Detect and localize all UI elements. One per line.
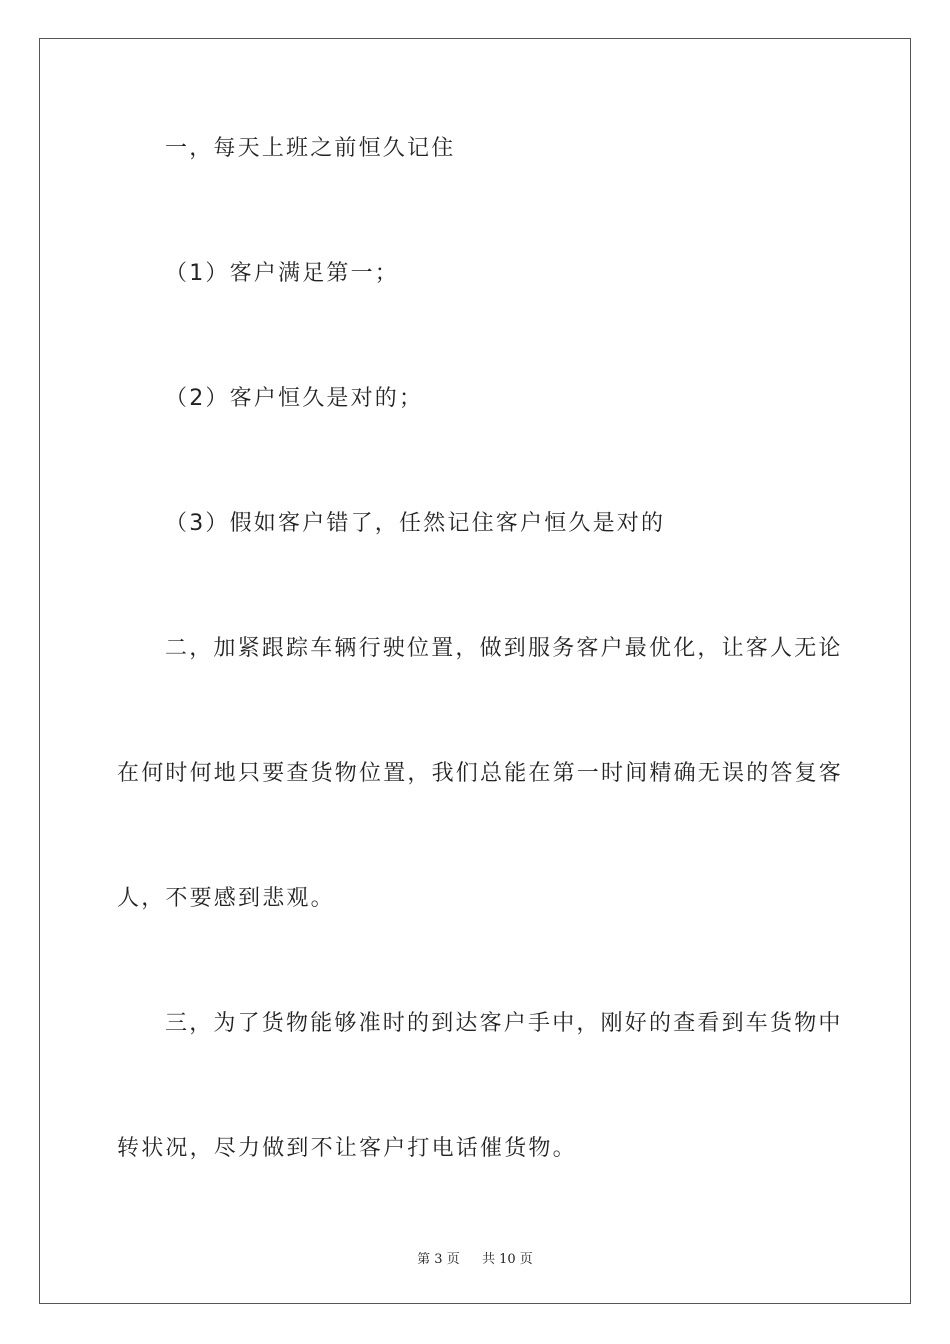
page-frame	[39, 38, 911, 1304]
paragraph-2-line-2: 在何时何地只要查货物位置，我们总能在第一时间精确无误的答复客	[117, 761, 844, 786]
paragraph-3-line-1: 三，为了货物能够准时的到达客户手中，刚好的查看到车货物中	[165, 1011, 843, 1036]
page-total: 共 10 页	[482, 1252, 533, 1267]
paragraph-2-line-3: 人，不要感到悲观。	[117, 886, 335, 911]
page-number: 第 3 页	[417, 1252, 460, 1267]
page-footer	[0, 1248, 950, 1267]
paragraph-2-line-1: 二，加紧跟踪车辆行驶位置，做到服务客户最优化，让客人无论	[165, 636, 843, 661]
list-item-1: （1）客户满足第一；	[165, 261, 399, 286]
paragraph-3-line-2: 转状况，尽力做到不让客户打电话催货物。	[117, 1136, 577, 1161]
list-item-3: （3）假如客户错了，任然记住客户恒久是对的	[165, 511, 666, 536]
list-item-2: （2）客户恒久是对的；	[165, 386, 424, 411]
heading-1: 一，每天上班之前恒久记住	[165, 136, 456, 161]
